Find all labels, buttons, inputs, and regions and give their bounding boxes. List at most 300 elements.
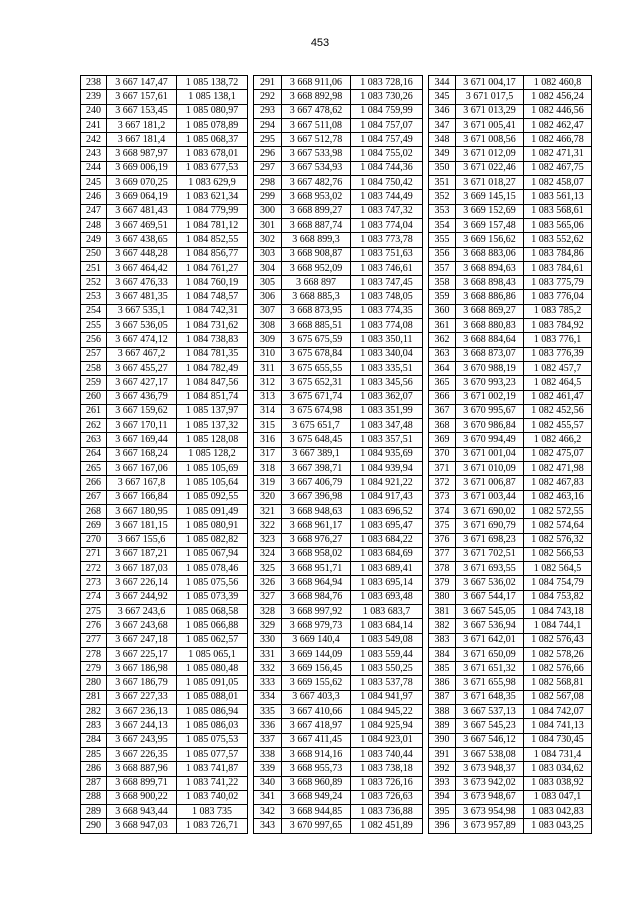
point-number-cell: 354: [429, 218, 456, 232]
x-coordinate-cell: 3 667 455,27: [107, 361, 177, 375]
y-coordinate-cell: 1 084 781,12: [177, 218, 248, 232]
y-coordinate-cell: 1 083 747,45: [351, 276, 423, 290]
point-number-cell: 342: [254, 805, 282, 819]
x-coordinate-cell: 3 667 226,14: [107, 576, 177, 590]
x-coordinate-cell: 3 669 006,19: [107, 161, 177, 175]
point-number-cell: 272: [81, 562, 107, 576]
x-coordinate-cell: 3 667 545,23: [456, 719, 524, 733]
point-number-cell: 378: [429, 562, 456, 576]
y-coordinate-cell: 1 083 740,44: [351, 747, 423, 761]
x-coordinate-cell: 3 671 004,17: [456, 76, 524, 90]
table-row: [81, 104, 248, 118]
table-row: [254, 133, 423, 147]
x-coordinate-cell: 3 671 018,27: [456, 176, 524, 190]
y-coordinate-cell: 1 083 552,62: [524, 233, 592, 247]
y-coordinate-cell: 1 082 572,55: [524, 504, 592, 518]
point-number-cell: 269: [81, 519, 107, 533]
x-coordinate-cell: 3 667 147,47: [107, 76, 177, 90]
x-coordinate-cell: 3 667 244,13: [107, 719, 177, 733]
point-number-cell: 314: [254, 404, 282, 418]
x-coordinate-cell: 3 671 022,46: [456, 161, 524, 175]
point-number-cell: 321: [254, 504, 282, 518]
point-number-cell: 392: [429, 762, 456, 776]
table-row: [254, 118, 423, 132]
y-coordinate-cell: 1 085 105,69: [177, 462, 248, 476]
x-coordinate-cell: 3 668 908,87: [282, 247, 351, 261]
point-number-cell: 278: [81, 647, 107, 661]
table-row: [81, 347, 248, 361]
point-number-cell: 312: [254, 376, 282, 390]
point-number-cell: 347: [429, 118, 456, 132]
table-row: [429, 647, 592, 661]
y-coordinate-cell: 1 083 559,44: [351, 647, 423, 661]
point-number-cell: 364: [429, 361, 456, 375]
y-coordinate-cell: 1 082 466,78: [524, 133, 592, 147]
y-coordinate-cell: 1 082 574,64: [524, 519, 592, 533]
x-coordinate-cell: 3 667 159,62: [107, 404, 177, 418]
y-coordinate-cell: 1 083 042,83: [524, 805, 592, 819]
y-coordinate-cell: 1 084 779,99: [177, 204, 248, 218]
table-row: [429, 390, 592, 404]
x-coordinate-cell: 3 667 186,98: [107, 662, 177, 676]
point-number-cell: 325: [254, 562, 282, 576]
point-number-cell: 332: [254, 662, 282, 676]
x-coordinate-cell: 3 667 448,28: [107, 247, 177, 261]
point-number-cell: 265: [81, 462, 107, 476]
x-coordinate-cell: 3 673 942,02: [456, 776, 524, 790]
x-coordinate-cell: 3 668 899,3: [282, 233, 351, 247]
table-row: [254, 747, 423, 761]
y-coordinate-cell: 1 084 757,49: [351, 133, 423, 147]
x-coordinate-cell: 3 675 671,74: [282, 390, 351, 404]
point-number-cell: 288: [81, 790, 107, 804]
x-coordinate-cell: 3 668 955,73: [282, 762, 351, 776]
y-coordinate-cell: 1 085 068,58: [177, 604, 248, 618]
table-row: [254, 790, 423, 804]
x-coordinate-cell: 3 667 247,18: [107, 633, 177, 647]
table-row: [254, 304, 423, 318]
table-row: [429, 590, 592, 604]
table-row: [429, 290, 592, 304]
point-number-cell: 293: [254, 104, 282, 118]
x-coordinate-cell: 3 668 886,86: [456, 290, 524, 304]
point-number-cell: 330: [254, 633, 282, 647]
table-row: [429, 676, 592, 690]
x-coordinate-cell: 3 668 873,95: [282, 304, 351, 318]
coord-table-3: [428, 75, 592, 834]
x-coordinate-cell: 3 667 481,43: [107, 204, 177, 218]
point-number-cell: 393: [429, 776, 456, 790]
y-coordinate-cell: 1 085 068,37: [177, 133, 248, 147]
x-coordinate-cell: 3 668 899,27: [282, 204, 351, 218]
x-coordinate-cell: 3 667 535,1: [107, 304, 177, 318]
table-row: [254, 104, 423, 118]
point-number-cell: 389: [429, 719, 456, 733]
table-row: [254, 590, 423, 604]
y-coordinate-cell: 1 085 065,1: [177, 647, 248, 661]
table-row: [429, 161, 592, 175]
point-number-cell: 310: [254, 347, 282, 361]
table-row: [254, 361, 423, 375]
x-coordinate-cell: 3 667 411,45: [282, 733, 351, 747]
y-coordinate-cell: 1 083 345,56: [351, 376, 423, 390]
x-coordinate-cell: 3 673 957,89: [456, 819, 524, 833]
point-number-cell: 374: [429, 504, 456, 518]
table-row: [81, 705, 248, 719]
x-coordinate-cell: 3 667 167,8: [107, 476, 177, 490]
x-coordinate-cell: 3 667 236,13: [107, 705, 177, 719]
table-row: [81, 490, 248, 504]
y-coordinate-cell: 1 083 747,32: [351, 204, 423, 218]
table-row: [81, 790, 248, 804]
point-number-cell: 391: [429, 747, 456, 761]
y-coordinate-cell: 1 084 757,07: [351, 118, 423, 132]
x-coordinate-cell: 3 668 960,89: [282, 776, 351, 790]
y-coordinate-cell: 1 085 128,2: [177, 447, 248, 461]
y-coordinate-cell: 1 084 941,97: [351, 690, 423, 704]
table-row: [81, 190, 248, 204]
table-row: [254, 805, 423, 819]
y-coordinate-cell: 1 082 462,47: [524, 118, 592, 132]
x-coordinate-cell: 3 670 994,49: [456, 433, 524, 447]
y-coordinate-cell: 1 085 073,39: [177, 590, 248, 604]
table-row: [81, 690, 248, 704]
table-row: [81, 118, 248, 132]
y-coordinate-cell: 1 083 726,71: [177, 819, 248, 833]
y-coordinate-cell: 1 084 782,49: [177, 361, 248, 375]
table-row: [81, 504, 248, 518]
x-coordinate-cell: 3 675 678,84: [282, 347, 351, 361]
point-number-cell: 261: [81, 404, 107, 418]
point-number-cell: 386: [429, 676, 456, 690]
table-row: [254, 662, 423, 676]
table-row: [429, 447, 592, 461]
point-number-cell: 311: [254, 361, 282, 375]
point-number-cell: 307: [254, 304, 282, 318]
x-coordinate-cell: 3 668 911,06: [282, 76, 351, 90]
point-number-cell: 370: [429, 447, 456, 461]
y-coordinate-cell: 1 083 561,13: [524, 190, 592, 204]
x-coordinate-cell: 3 668 944,85: [282, 805, 351, 819]
table-row: [81, 419, 248, 433]
y-coordinate-cell: 1 084 744,36: [351, 161, 423, 175]
y-coordinate-cell: 1 083 726,63: [351, 790, 423, 804]
table-row: [429, 218, 592, 232]
point-number-cell: 271: [81, 547, 107, 561]
point-number-cell: 340: [254, 776, 282, 790]
table-row: [254, 476, 423, 490]
table-row: [81, 76, 248, 90]
point-number-cell: 322: [254, 519, 282, 533]
point-number-cell: 256: [81, 333, 107, 347]
table-row: [81, 676, 248, 690]
x-coordinate-cell: 3 673 954,98: [456, 805, 524, 819]
point-number-cell: 368: [429, 419, 456, 433]
point-number-cell: 388: [429, 705, 456, 719]
y-coordinate-cell: 1 083 043,25: [524, 819, 592, 833]
table-row: [81, 590, 248, 604]
table-row: [429, 619, 592, 633]
x-coordinate-cell: 3 668 964,94: [282, 576, 351, 590]
point-number-cell: 369: [429, 433, 456, 447]
y-coordinate-cell: 1 084 754,79: [524, 576, 592, 590]
point-number-cell: 253: [81, 290, 107, 304]
table-row: [254, 447, 423, 461]
y-coordinate-cell: 1 082 467,83: [524, 476, 592, 490]
point-number-cell: 335: [254, 705, 282, 719]
y-coordinate-cell: 1 083 350,11: [351, 333, 423, 347]
y-coordinate-cell: 1 083 748,05: [351, 290, 423, 304]
point-number-cell: 331: [254, 647, 282, 661]
x-coordinate-cell: 3 667 227,33: [107, 690, 177, 704]
y-coordinate-cell: 1 084 856,77: [177, 247, 248, 261]
table-row: [254, 533, 423, 547]
point-number-cell: 264: [81, 447, 107, 461]
table-row: [254, 404, 423, 418]
point-number-cell: 348: [429, 133, 456, 147]
y-coordinate-cell: 1 082 456,24: [524, 90, 592, 104]
table-row: [429, 404, 592, 418]
table-row: [81, 133, 248, 147]
y-coordinate-cell: 1 085 075,56: [177, 576, 248, 590]
y-coordinate-cell: 1 084 939,94: [351, 462, 423, 476]
x-coordinate-cell: 3 668 953,02: [282, 190, 351, 204]
y-coordinate-cell: 1 083 728,16: [351, 76, 423, 90]
y-coordinate-cell: 1 085 086,03: [177, 719, 248, 733]
y-coordinate-cell: 1 083 741,22: [177, 776, 248, 790]
point-number-cell: 241: [81, 118, 107, 132]
y-coordinate-cell: 1 083 784,86: [524, 247, 592, 261]
point-number-cell: 351: [429, 176, 456, 190]
x-coordinate-cell: 3 668 976,27: [282, 533, 351, 547]
point-number-cell: 379: [429, 576, 456, 590]
x-coordinate-cell: 3 670 986,84: [456, 419, 524, 433]
point-number-cell: 329: [254, 619, 282, 633]
y-coordinate-cell: 1 085 105,64: [177, 476, 248, 490]
y-coordinate-cell: 1 083 735: [177, 805, 248, 819]
point-number-cell: 299: [254, 190, 282, 204]
point-number-cell: 242: [81, 133, 107, 147]
point-number-cell: 366: [429, 390, 456, 404]
point-number-cell: 244: [81, 161, 107, 175]
x-coordinate-cell: 3 667 533,98: [282, 147, 351, 161]
y-coordinate-cell: 1 082 451,89: [351, 819, 423, 833]
point-number-cell: 319: [254, 476, 282, 490]
y-coordinate-cell: 1 083 340,04: [351, 347, 423, 361]
x-coordinate-cell: 3 668 869,27: [456, 304, 524, 318]
table-row: [429, 104, 592, 118]
x-coordinate-cell: 3 668 885,3: [282, 290, 351, 304]
point-number-cell: 238: [81, 76, 107, 90]
table-row: [254, 462, 423, 476]
x-coordinate-cell: 3 668 884,64: [456, 333, 524, 347]
table-row: [429, 733, 592, 747]
point-number-cell: 251: [81, 261, 107, 275]
x-coordinate-cell: 3 667 427,17: [107, 376, 177, 390]
point-number-cell: 270: [81, 533, 107, 547]
point-number-cell: 240: [81, 104, 107, 118]
y-coordinate-cell: 1 084 742,31: [177, 304, 248, 318]
table-row: [429, 562, 592, 576]
table-row: [254, 261, 423, 275]
table-row: [429, 662, 592, 676]
table-row: [81, 376, 248, 390]
y-coordinate-cell: 1 083 357,51: [351, 433, 423, 447]
x-coordinate-cell: 3 668 899,71: [107, 776, 177, 790]
y-coordinate-cell: 1 083 774,35: [351, 304, 423, 318]
point-number-cell: 394: [429, 790, 456, 804]
coord-table-1: [80, 75, 248, 834]
y-coordinate-cell: 1 083 684,69: [351, 547, 423, 561]
y-coordinate-cell: 1 082 566,53: [524, 547, 592, 561]
point-number-cell: 273: [81, 576, 107, 590]
point-number-cell: 337: [254, 733, 282, 747]
table-row: [81, 633, 248, 647]
table-row: [429, 361, 592, 375]
table-row: [254, 290, 423, 304]
x-coordinate-cell: 3 667 181,2: [107, 118, 177, 132]
point-number-cell: 250: [81, 247, 107, 261]
x-coordinate-cell: 3 667 403,3: [282, 690, 351, 704]
x-coordinate-cell: 3 668 948,63: [282, 504, 351, 518]
y-coordinate-cell: 1 083 683,7: [351, 604, 423, 618]
table-row: [429, 819, 592, 833]
table-row: [429, 190, 592, 204]
table-row: [429, 747, 592, 761]
table-row: [429, 333, 592, 347]
y-coordinate-cell: 1 083 776,39: [524, 347, 592, 361]
y-coordinate-cell: 1 084 742,07: [524, 705, 592, 719]
table-row: [254, 433, 423, 447]
table-row: [81, 447, 248, 461]
table-row: [254, 390, 423, 404]
point-number-cell: 375: [429, 519, 456, 533]
table-row: [429, 547, 592, 561]
x-coordinate-cell: 3 668 952,09: [282, 261, 351, 275]
y-coordinate-cell: 1 083 744,49: [351, 190, 423, 204]
table-row: [429, 705, 592, 719]
y-coordinate-cell: 1 083 774,04: [351, 218, 423, 232]
x-coordinate-cell: 3 668 873,07: [456, 347, 524, 361]
y-coordinate-cell: 1 083 034,62: [524, 762, 592, 776]
table-row: [429, 776, 592, 790]
table-row: [254, 90, 423, 104]
x-coordinate-cell: 3 668 894,63: [456, 261, 524, 275]
y-coordinate-cell: 1 084 748,57: [177, 290, 248, 304]
x-coordinate-cell: 3 671 642,01: [456, 633, 524, 647]
x-coordinate-cell: 3 668 987,97: [107, 147, 177, 161]
table-row: [81, 576, 248, 590]
y-coordinate-cell: 1 084 759,99: [351, 104, 423, 118]
y-coordinate-cell: 1 082 475,07: [524, 447, 592, 461]
table-row: [81, 361, 248, 375]
point-number-cell: 356: [429, 247, 456, 261]
point-number-cell: 390: [429, 733, 456, 747]
y-coordinate-cell: 1 084 925,94: [351, 719, 423, 733]
x-coordinate-cell: 3 667 469,51: [107, 218, 177, 232]
y-coordinate-cell: 1 083 550,25: [351, 662, 423, 676]
y-coordinate-cell: 1 083 738,18: [351, 762, 423, 776]
x-coordinate-cell: 3 668 880,83: [456, 319, 524, 333]
point-number-cell: 267: [81, 490, 107, 504]
point-number-cell: 359: [429, 290, 456, 304]
y-coordinate-cell: 1 083 773,78: [351, 233, 423, 247]
y-coordinate-cell: 1 084 743,18: [524, 604, 592, 618]
table-row: [429, 690, 592, 704]
point-number-cell: 381: [429, 604, 456, 618]
point-number-cell: 306: [254, 290, 282, 304]
x-coordinate-cell: 3 668 897: [282, 276, 351, 290]
table-row: [254, 504, 423, 518]
x-coordinate-cell: 3 669 070,25: [107, 176, 177, 190]
point-number-cell: 326: [254, 576, 282, 590]
x-coordinate-cell: 3 668 887,96: [107, 762, 177, 776]
table-row: [429, 76, 592, 90]
y-coordinate-cell: 1 084 761,27: [177, 261, 248, 275]
point-number-cell: 341: [254, 790, 282, 804]
table-row: [81, 433, 248, 447]
y-coordinate-cell: 1 084 730,45: [524, 733, 592, 747]
point-number-cell: 295: [254, 133, 282, 147]
table-row: [81, 290, 248, 304]
point-number-cell: 373: [429, 490, 456, 504]
y-coordinate-cell: 1 083 347,48: [351, 419, 423, 433]
x-coordinate-cell: 3 675 675,59: [282, 333, 351, 347]
table-row: [81, 562, 248, 576]
point-number-cell: 304: [254, 261, 282, 275]
table-row: [254, 218, 423, 232]
point-number-cell: 274: [81, 590, 107, 604]
x-coordinate-cell: 3 668 997,92: [282, 604, 351, 618]
y-coordinate-cell: 1 085 080,97: [177, 104, 248, 118]
y-coordinate-cell: 1 082 568,81: [524, 676, 592, 690]
x-coordinate-cell: 3 673 948,37: [456, 762, 524, 776]
point-number-cell: 243: [81, 147, 107, 161]
table-row: [429, 762, 592, 776]
point-number-cell: 263: [81, 433, 107, 447]
point-number-cell: 353: [429, 204, 456, 218]
table-row: [429, 133, 592, 147]
table-row: [429, 519, 592, 533]
point-number-cell: 367: [429, 404, 456, 418]
x-coordinate-cell: 3 667 167,06: [107, 462, 177, 476]
point-number-cell: 338: [254, 747, 282, 761]
y-coordinate-cell: 1 084 781,35: [177, 347, 248, 361]
y-coordinate-cell: 1 083 775,79: [524, 276, 592, 290]
x-coordinate-cell: 3 671 010,09: [456, 462, 524, 476]
y-coordinate-cell: 1 084 731,62: [177, 319, 248, 333]
page-number: 453: [310, 37, 330, 49]
table-row: [429, 176, 592, 190]
table-row: [254, 819, 423, 833]
table-row: [254, 776, 423, 790]
x-coordinate-cell: 3 667 157,61: [107, 90, 177, 104]
x-coordinate-cell: 3 667 538,08: [456, 747, 524, 761]
x-coordinate-cell: 3 668 979,73: [282, 619, 351, 633]
table-row: [254, 376, 423, 390]
point-number-cell: 336: [254, 719, 282, 733]
table-row: [81, 161, 248, 175]
coord-table-2: [253, 75, 423, 834]
point-number-cell: 298: [254, 176, 282, 190]
x-coordinate-cell: 3 667 243,68: [107, 619, 177, 633]
x-coordinate-cell: 3 667 474,12: [107, 333, 177, 347]
x-coordinate-cell: 3 667 243,6: [107, 604, 177, 618]
x-coordinate-cell: 3 667 476,33: [107, 276, 177, 290]
x-coordinate-cell: 3 667 186,79: [107, 676, 177, 690]
y-coordinate-cell: 1 085 067,94: [177, 547, 248, 561]
table-row: [429, 118, 592, 132]
